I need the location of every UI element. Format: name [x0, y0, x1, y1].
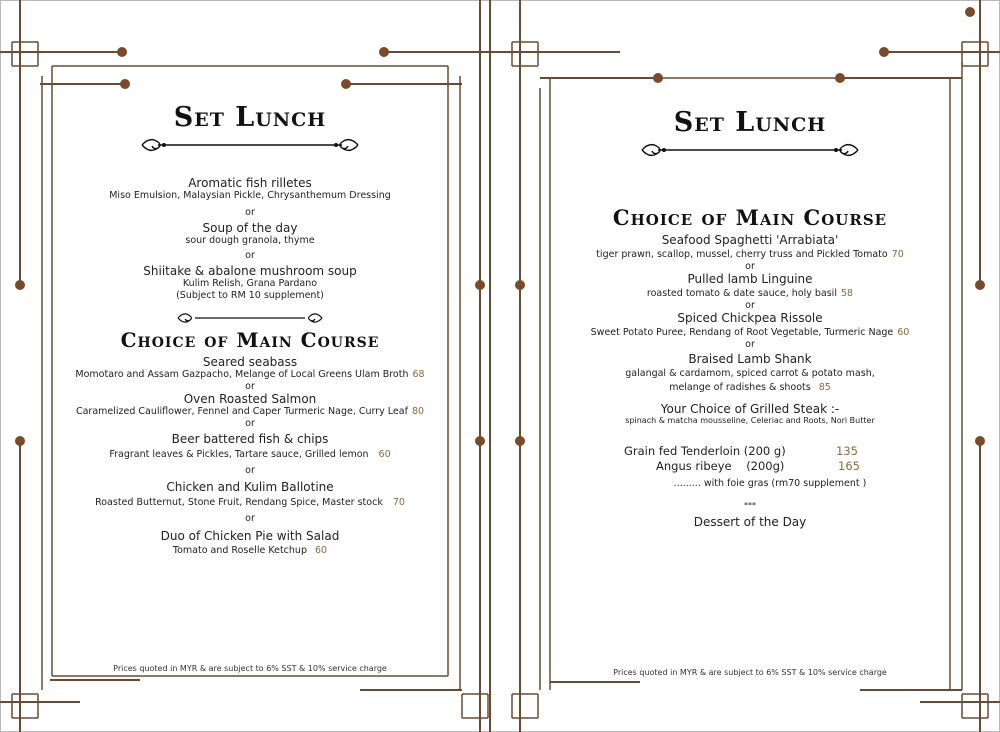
- left-page-title: Set Lunch: [173, 102, 327, 133]
- starter-description: sour dough granola, thyme: [185, 235, 315, 246]
- dish-price: 80: [411, 406, 425, 417]
- main-dish-description: Tomato and Roselle Ketchup: [172, 545, 307, 556]
- main-dish-name: Spiced Chickpea Rissole: [677, 311, 823, 325]
- main-dish-name: Chicken and Kulim Ballotine: [166, 480, 334, 494]
- or-separator: or: [245, 465, 255, 476]
- flourish-divider-icon: [638, 139, 862, 161]
- right-menu-page: [500, 0, 1000, 732]
- dish-price: 85: [818, 382, 831, 393]
- main-dish-description: tiger prawn, scallop, mussel, cherry truss and Pickled Tomato: [596, 249, 888, 260]
- small-flourish-divider-icon: [175, 310, 325, 326]
- or-separator: or: [245, 250, 255, 261]
- price-disclaimer: Prices quoted in MYR & are subject to 6% SST & 10% service charge: [113, 664, 387, 673]
- dessert-item: Dessert of the Day: [693, 515, 807, 529]
- starter-description: Miso Emulsion, Malaysian Pickle, Chrysanthemum Dressing: [109, 190, 391, 201]
- right-menu-content: [500, 107, 1000, 529]
- main-dish-description: Fragrant leaves & Pickles, Tartare sauce, Grilled lemon: [109, 449, 369, 460]
- main-dish-description: melange of radishes & shoots: [669, 382, 811, 393]
- main-dish-description: roasted tomato & date sauce, holy basil: [646, 288, 837, 299]
- main-dish-name: Oven Roasted Salmon: [183, 392, 317, 406]
- dish-price: 68: [412, 369, 425, 380]
- section-divider-stars: ***: [744, 501, 756, 510]
- main-dish-name: Beer battered fish & chips: [171, 432, 329, 446]
- or-separator: or: [745, 300, 755, 311]
- dish-price: 60: [897, 327, 910, 338]
- steak-option-price: 165: [838, 459, 860, 473]
- left-menu-content: [0, 102, 500, 557]
- right-page-title: Set Lunch: [673, 107, 827, 138]
- main-dish-name: Duo of Chicken Pie with Salad: [160, 529, 340, 543]
- or-separator: or: [245, 418, 255, 429]
- steak-description: spinach & matcha mousseline, Celeriac and Roots, Nori Butter: [625, 416, 875, 425]
- steak-option-price: 135: [836, 444, 858, 458]
- main-dish-name: Braised Lamb Shank: [688, 352, 812, 366]
- main-dish-description: Caramelized Cauliflower, Fennel and Caper Turmeric Nage, Curry Leaf: [75, 406, 408, 417]
- starter-name: Aromatic fish rilletes: [188, 176, 312, 190]
- flourish-divider-icon: [138, 134, 362, 156]
- supplement-note: (Subject to RM 10 supplement): [176, 290, 324, 301]
- main-dish-name: Seared seabass: [202, 355, 298, 369]
- main-dish-description: galangal & cardamom, spiced carrot & potato mash,: [625, 368, 875, 379]
- or-separator: or: [245, 207, 255, 218]
- main-dish-description: Roasted Butternut, Stone Fruit, Rendang Spice, Master stock: [95, 497, 383, 508]
- foie-gras-addon: ......... with foie gras (rm70 supplement ): [673, 478, 867, 489]
- main-dish-name: Seafood Spaghetti 'Arrabiata': [661, 233, 839, 247]
- dish-price: 60: [314, 545, 328, 556]
- main-dish-description: Momotaro and Assam Gazpacho, Melange of Local Greens Ulam Broth: [75, 369, 409, 380]
- or-separator: or: [245, 513, 255, 524]
- dish-price: 70: [891, 249, 904, 260]
- dish-price: 60: [378, 449, 391, 460]
- main-course-heading: Choice of Main Course: [612, 205, 888, 230]
- dish-price: 58: [840, 288, 854, 299]
- starter-name: Shiitake & abalone mushroom soup: [143, 264, 357, 278]
- main-dish-description: Sweet Potato Puree, Rendang of Root Vegetable, Turmeric Nage: [590, 327, 894, 338]
- main-dish-name: Pulled lamb Linguine: [687, 272, 813, 286]
- starter-description: Kulim Relish, Grana Pardano: [182, 278, 318, 289]
- price-disclaimer: Prices quoted in MYR & are subject to 6% SST & 10% service charge: [613, 668, 887, 677]
- dish-price: 70: [392, 497, 405, 508]
- main-course-heading: Choice of Main Course: [120, 328, 380, 352]
- steak-heading: Your Choice of Grilled Steak :-: [660, 402, 840, 416]
- steak-option-name: Angus ribeye (200g): [656, 459, 785, 473]
- or-separator: or: [245, 381, 255, 392]
- or-separator: or: [745, 339, 755, 350]
- starter-name: Soup of the day: [202, 221, 298, 235]
- steak-option-name: Grain fed Tenderloin (200 g): [624, 444, 786, 458]
- or-separator: or: [745, 261, 755, 272]
